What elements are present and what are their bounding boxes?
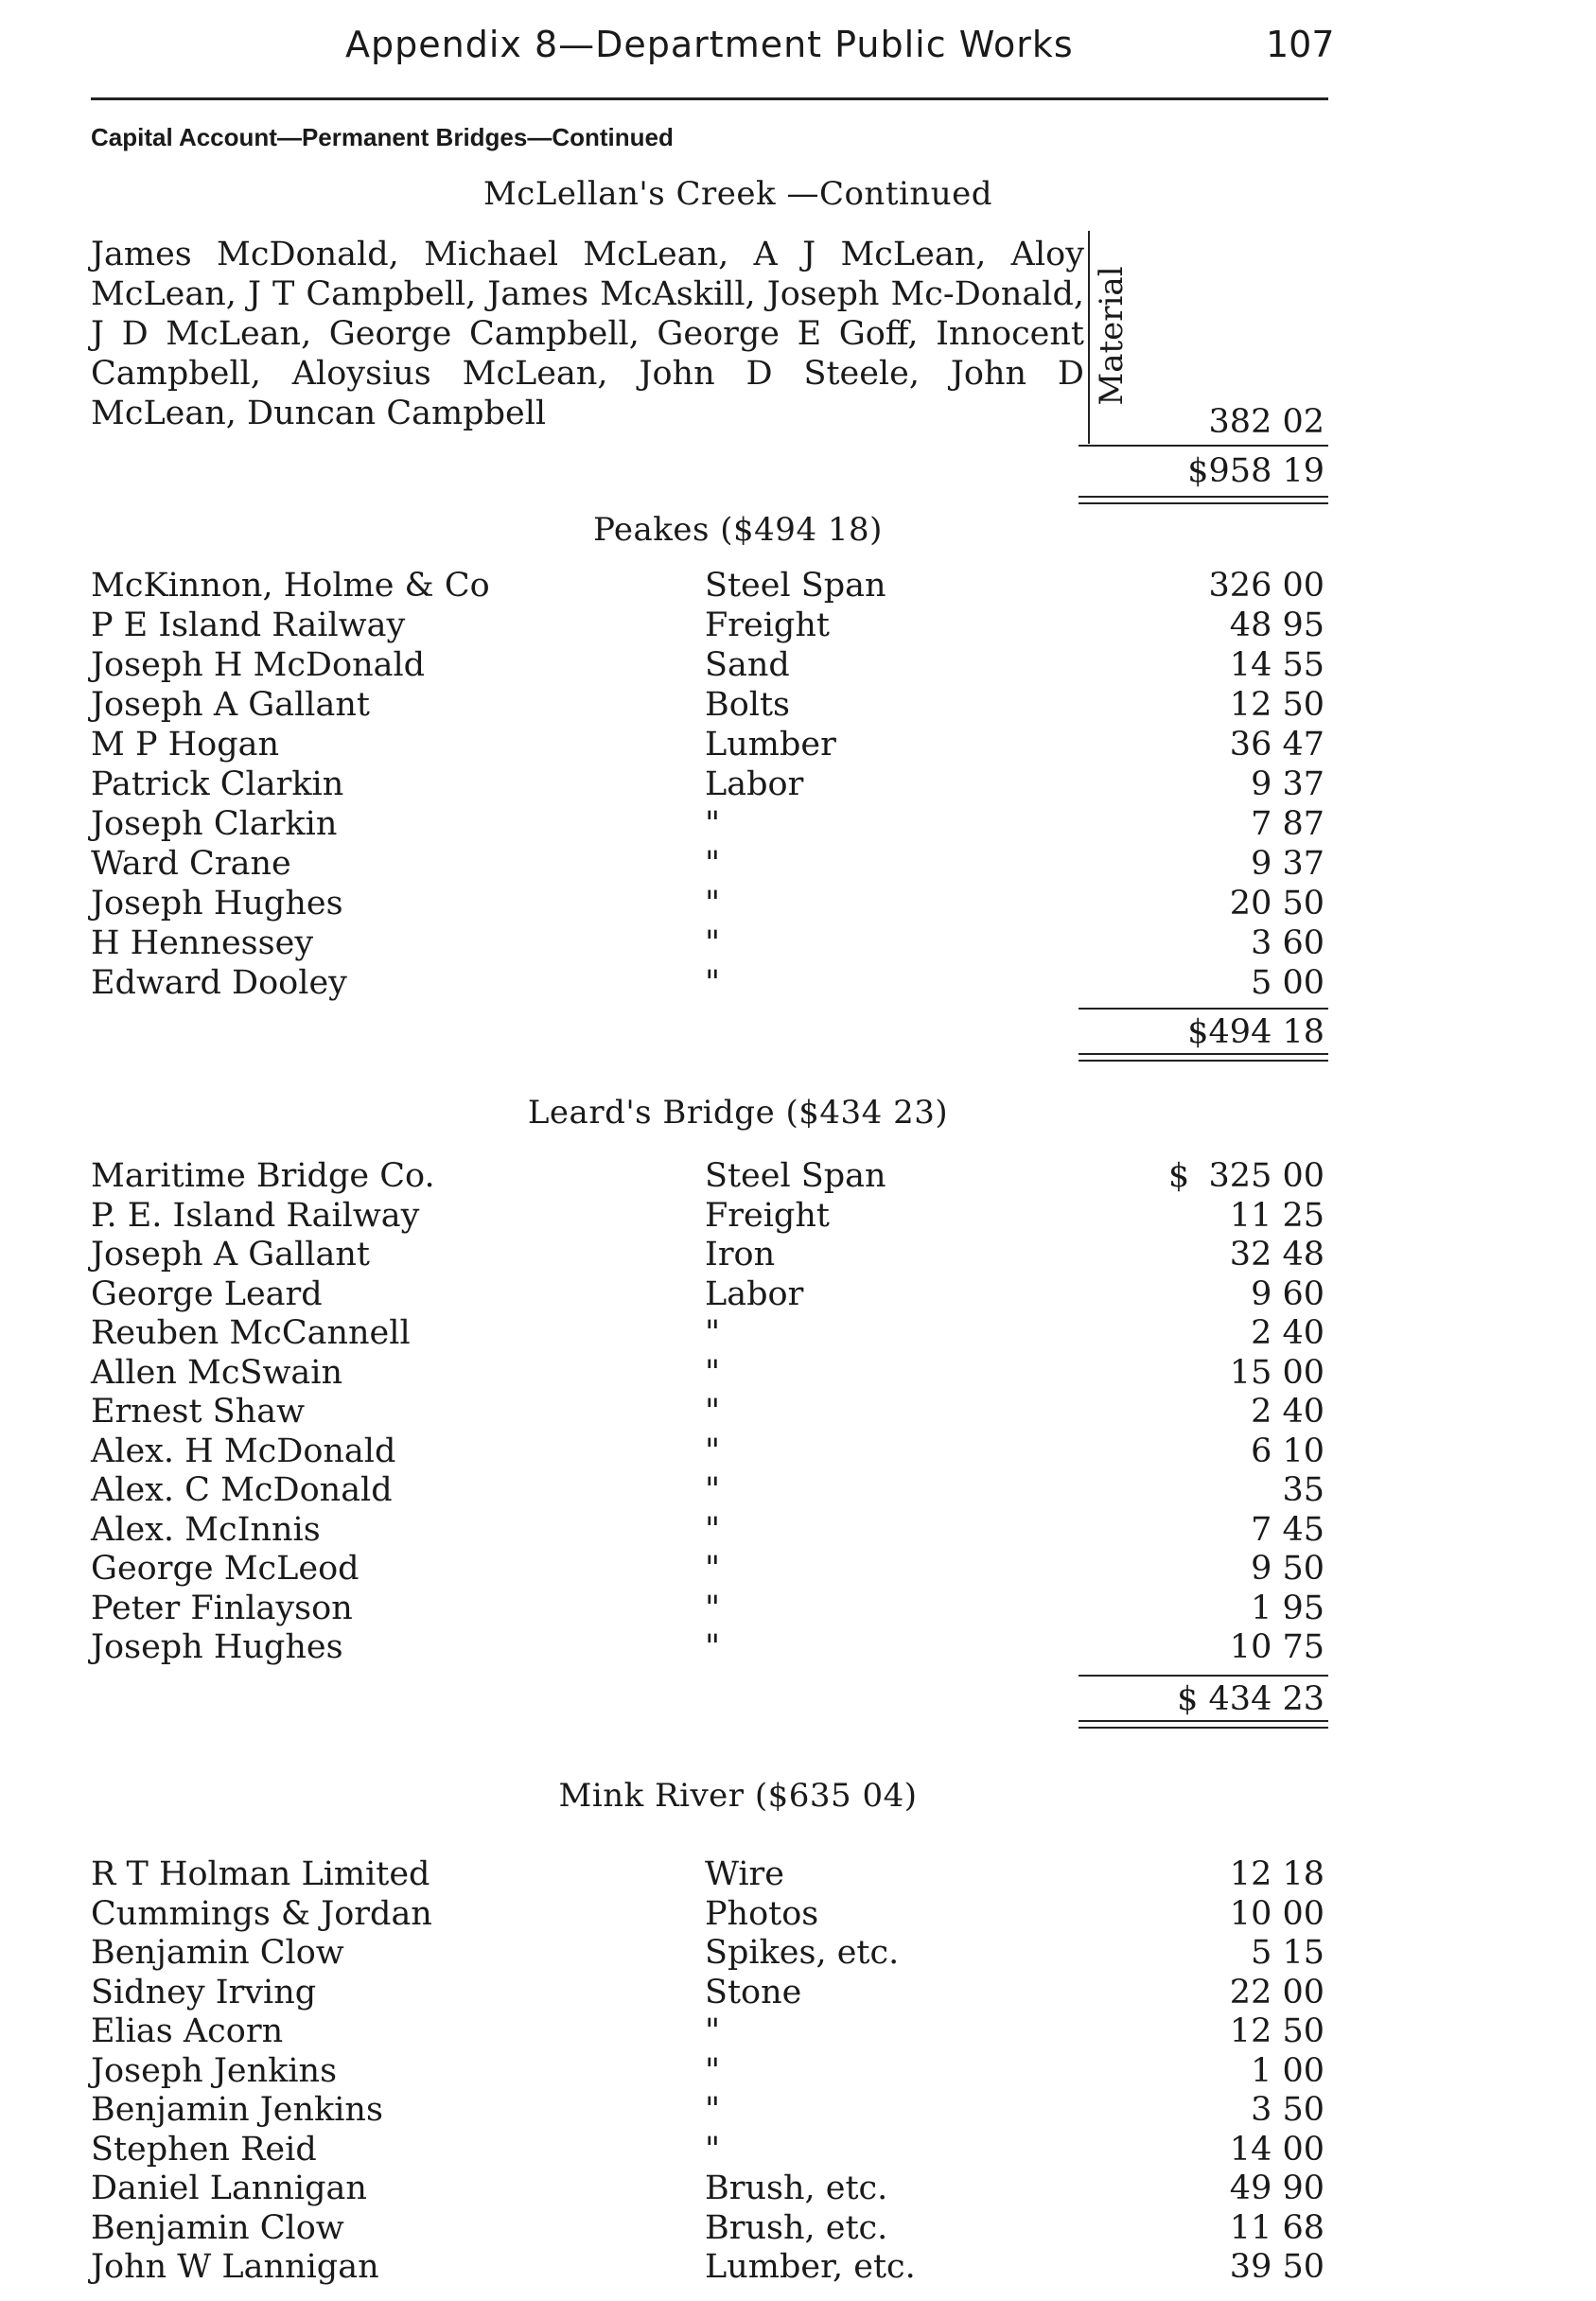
peakes-title: Peakes ($494 18)	[593, 511, 883, 549]
amount: 12 18	[1229, 1855, 1324, 1893]
table-row	[0, 725, 1596, 764]
payee-name: Sidney Irving	[91, 1973, 317, 2011]
table-row	[0, 1432, 1596, 1471]
leards-dollar-sign: $	[1168, 1157, 1190, 1195]
payee-name: Alex. C McDonald	[91, 1471, 393, 1509]
amount: 1 95	[1251, 1589, 1324, 1627]
payee-name: R T Holman Limited	[91, 1855, 430, 1893]
table-row	[0, 1196, 1596, 1236]
payee-name: John W Lannigan	[91, 2248, 379, 2286]
item-description: Steel Span	[705, 567, 886, 605]
table-row	[0, 923, 1596, 963]
table-row	[0, 645, 1596, 685]
amount: 326 00	[1208, 567, 1324, 605]
leards-double-rule-1	[1079, 1720, 1328, 1722]
payee-name: Allen McSwain	[91, 1353, 343, 1392]
payee-name: Reuben McCannell	[91, 1314, 411, 1352]
page-header-title: Appendix 8—Department Public Works	[345, 24, 1074, 65]
amount: 20 50	[1229, 885, 1324, 922]
item-description: Bolts	[705, 686, 791, 724]
item-description: Freight	[705, 606, 830, 644]
table-row	[0, 1973, 1596, 2012]
table-row	[0, 2208, 1596, 2248]
amount: 1 00	[1251, 2051, 1324, 2090]
amount: 11 25	[1229, 1196, 1324, 1235]
amount: 49 90	[1229, 2169, 1324, 2207]
payee-name: Peter Finlayson	[91, 1589, 353, 1627]
payee-name: H Hennessey	[91, 924, 314, 962]
amount: 39 50	[1229, 2248, 1324, 2286]
table-row	[0, 2247, 1596, 2287]
item-description: "	[705, 1314, 721, 1352]
table-row	[0, 2051, 1596, 2091]
item-description: "	[705, 1628, 721, 1666]
material-label	[1093, 251, 1131, 421]
item-description: Brush, etc.	[705, 2169, 888, 2207]
amount: 12 50	[1229, 2012, 1324, 2050]
payee-name: Ernest Shaw	[91, 1393, 306, 1431]
item-description: "	[705, 964, 721, 1002]
payee-name: Joseph Clarkin	[91, 805, 338, 843]
payee-name: Joseph Hughes	[91, 885, 343, 922]
amount: 9 60	[1251, 1274, 1324, 1313]
amount: 36 47	[1229, 726, 1324, 764]
item-description: "	[705, 1432, 721, 1470]
mclellan-double-rule-1	[1079, 496, 1328, 498]
item-description: Iron	[705, 1236, 776, 1273]
amount: 12 50	[1229, 686, 1324, 724]
mclellan-paragraph: James McDonald, Michael McLean, A J McLean, Aloy McLean, J T Campbell, James McAskill, Joseph Mc-Donald, J D McLean, George Campbell, George E Goff, Innocent Campbell, Aloysius McLean, John D Steele, John D McLean, Duncan Campbell	[91, 236, 1084, 432]
payee-name: Daniel Lannigan	[91, 2169, 367, 2207]
item-description: Sand	[705, 646, 790, 684]
payee-name: McKinnon, Holme & Co	[91, 567, 490, 605]
amount: 15 00	[1229, 1353, 1324, 1392]
amount: 7 87	[1251, 805, 1324, 843]
table-row	[0, 1274, 1596, 1314]
table-row	[0, 2011, 1596, 2051]
payee-name: P. E. Island Railway	[91, 1196, 420, 1235]
table-row	[0, 1235, 1596, 1274]
payee-name: Ward Crane	[91, 845, 291, 883]
payee-name: Alex. H McDonald	[91, 1432, 396, 1470]
item-description: "	[705, 845, 721, 883]
table-row	[0, 2169, 1596, 2208]
table-row	[0, 1510, 1596, 1550]
payee-name: Joseph Hughes	[91, 1628, 343, 1666]
mclellan-double-rule-2	[1079, 502, 1328, 504]
table-row	[0, 1894, 1596, 1934]
item-description: "	[705, 1550, 721, 1588]
leards-total: $ 434 23	[1177, 1680, 1324, 1718]
amount: 2 40	[1251, 1393, 1324, 1431]
amount: 14 00	[1229, 2130, 1324, 2169]
amount: 9 37	[1251, 765, 1324, 803]
table-row	[0, 606, 1596, 645]
item-description: "	[705, 2091, 721, 2129]
table-row	[0, 1353, 1596, 1393]
item-description: Labor	[705, 1274, 804, 1313]
amount: 10 75	[1229, 1628, 1324, 1666]
mclellan-amount: 382 02	[1208, 403, 1324, 441]
table-row	[0, 884, 1596, 923]
mclellan-title: McLellan's Creek —Continued	[482, 175, 993, 213]
item-description: "	[705, 924, 721, 962]
table-row	[0, 804, 1596, 844]
payee-name: George Leard	[91, 1274, 323, 1313]
table-row	[0, 764, 1596, 804]
table-row	[0, 1627, 1596, 1667]
table-row	[0, 1392, 1596, 1432]
table-row	[0, 566, 1596, 606]
table-row	[0, 1313, 1596, 1353]
amount: 14 55	[1229, 646, 1324, 684]
table-row	[0, 1589, 1596, 1628]
peakes-double-rule-1	[1079, 1053, 1328, 1055]
table-row	[0, 1933, 1596, 1973]
amount: 9 37	[1251, 845, 1324, 883]
amount: 7 45	[1251, 1510, 1324, 1549]
table-row	[0, 1470, 1596, 1510]
table-row	[0, 2090, 1596, 2130]
mink-title: Mink River ($635 04)	[558, 1777, 918, 1815]
payee-name: Joseph A Gallant	[91, 1236, 370, 1273]
amount: 35	[1282, 1471, 1324, 1509]
item-description: Freight	[705, 1196, 830, 1235]
item-description: "	[705, 1471, 721, 1509]
payee-name: Maritime Bridge Co.	[91, 1157, 435, 1195]
material-label-text: Material	[1093, 266, 1131, 406]
payee-name: Joseph H McDonald	[91, 646, 426, 684]
payee-name: Benjamin Clow	[91, 2208, 344, 2247]
peakes-rule	[1079, 1008, 1328, 1010]
mclellan-rule	[1079, 445, 1328, 447]
item-description: "	[705, 1589, 721, 1627]
amount: 10 00	[1229, 1894, 1324, 1933]
payee-name: Edward Dooley	[91, 964, 347, 1002]
amount: 11 68	[1229, 2208, 1324, 2247]
table-row	[0, 1549, 1596, 1589]
payee-name: Cummings & Jordan	[91, 1894, 432, 1933]
item-description: Labor	[705, 765, 804, 803]
table-row	[0, 963, 1596, 1003]
item-description: Wire	[705, 1855, 784, 1893]
section-caption: Capital Account—Permanent Bridges—Continued	[91, 123, 674, 151]
amount: 5 00	[1251, 964, 1324, 1002]
amount: 9 50	[1251, 1550, 1324, 1588]
item-description: "	[705, 805, 721, 843]
payee-name: P E Island Railway	[91, 606, 406, 644]
amount: 22 00	[1229, 1973, 1324, 2011]
payee-name: Benjamin Clow	[91, 1934, 344, 1972]
item-description: Photos	[705, 1894, 819, 1933]
amount: 325 00	[1208, 1157, 1324, 1195]
leards-rule	[1079, 1675, 1328, 1677]
peakes-double-rule-2	[1079, 1060, 1328, 1062]
table-row	[0, 844, 1596, 884]
header-rule	[91, 97, 1328, 100]
item-description: "	[705, 2012, 721, 2050]
item-description: "	[705, 1393, 721, 1431]
item-description: Brush, etc.	[705, 2208, 888, 2247]
item-description: "	[705, 1510, 721, 1549]
payee-name: M P Hogan	[91, 726, 280, 764]
amount: 3 50	[1251, 2091, 1324, 2129]
payee-name: Alex. McInnis	[91, 1510, 321, 1549]
amount: 32 48	[1229, 1236, 1324, 1273]
bracket-line	[1088, 231, 1090, 444]
amount: 3 60	[1251, 924, 1324, 962]
amount: 6 10	[1251, 1432, 1324, 1470]
amount: 48 95	[1229, 606, 1324, 644]
item-description: "	[705, 1353, 721, 1392]
item-description: "	[705, 2130, 721, 2169]
item-description: "	[705, 2051, 721, 2090]
item-description: Steel Span	[705, 1157, 886, 1195]
leards-title: Leard's Bridge ($434 23)	[527, 1094, 949, 1132]
payee-name: Elias Acorn	[91, 2012, 284, 2050]
payee-name: George McLeod	[91, 1550, 360, 1588]
item-description: Lumber	[705, 726, 836, 764]
payee-name: Joseph A Gallant	[91, 686, 370, 724]
page-number: 107	[1266, 24, 1335, 65]
item-description: "	[705, 885, 721, 922]
amount: 2 40	[1251, 1314, 1324, 1352]
table-row	[0, 1156, 1596, 1196]
peakes-total: $494 18	[1187, 1013, 1324, 1051]
payee-name: Benjamin Jenkins	[91, 2091, 383, 2129]
mclellan-total: $958 19	[1187, 452, 1324, 490]
table-row	[0, 1854, 1596, 1894]
payee-name: Stephen Reid	[91, 2130, 317, 2169]
table-row	[0, 2130, 1596, 2169]
item-description: Spikes, etc.	[705, 1934, 900, 1972]
leards-double-rule-2	[1079, 1727, 1328, 1729]
table-row	[0, 685, 1596, 725]
amount: 5 15	[1251, 1934, 1324, 1972]
item-description: Stone	[705, 1973, 802, 2011]
payee-name: Joseph Jenkins	[91, 2051, 338, 2090]
item-description: Lumber, etc.	[705, 2248, 916, 2286]
payee-name: Patrick Clarkin	[91, 765, 344, 803]
